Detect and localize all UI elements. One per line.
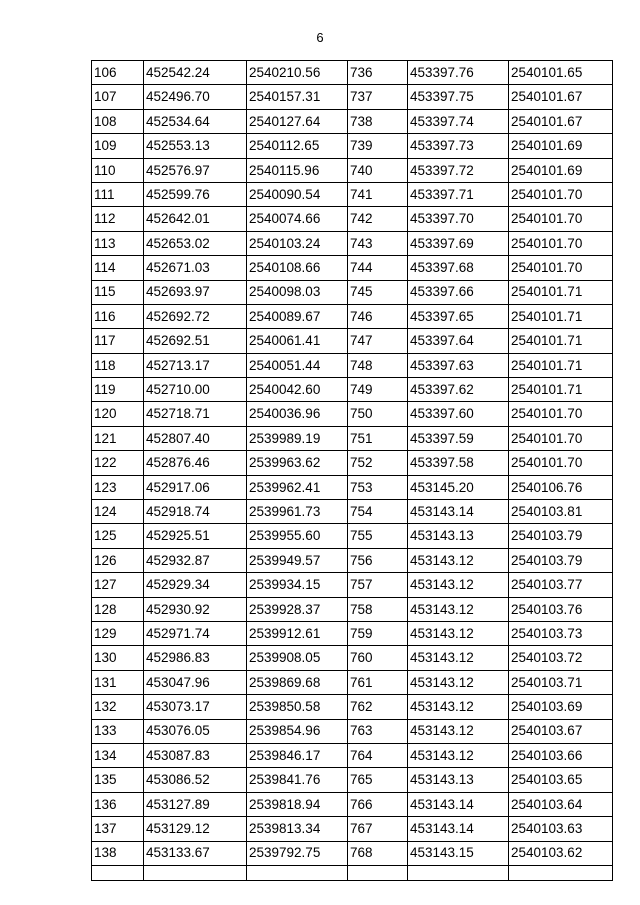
cell-y-coord-left: 2540090.54 [247, 182, 348, 206]
cell-y-coord-right: 2540101.70 [509, 207, 613, 231]
coordinate-table-body [92, 61, 613, 881]
cell-point-id-right: 746 [348, 304, 408, 328]
cell-y-coord-right: 2540103.62 [509, 841, 613, 865]
cell-y-coord-left: 2539963.62 [247, 451, 348, 475]
cell-point-id-right: 749 [348, 378, 408, 402]
cell-point-id-right: 768 [348, 841, 408, 865]
cell-point-id-left: 132 [92, 695, 144, 719]
cell-y-coord-left: 2539850.58 [247, 695, 348, 719]
cell-y-coord-left: 2540042.60 [247, 378, 348, 402]
cell-x-coord-left: 452971.74 [144, 621, 247, 645]
table-row [92, 182, 613, 206]
table-row-empty [92, 865, 613, 880]
cell-y-coord-right: 2540103.71 [509, 670, 613, 694]
cell-x-coord-left: 453127.89 [144, 792, 247, 816]
cell-y-coord-right: 2540103.66 [509, 743, 613, 767]
cell-y-coord-left: 2539818.94 [247, 792, 348, 816]
cell-x-coord-right: 453397.58 [408, 451, 509, 475]
cell-x-coord-right: 453397.63 [408, 353, 509, 377]
table-row [92, 597, 613, 621]
cell-point-id-left: 133 [92, 719, 144, 743]
cell-point-id-right: 757 [348, 573, 408, 597]
cell-y-coord-left: 2539792.75 [247, 841, 348, 865]
cell-x-coord-left: 452653.02 [144, 231, 247, 255]
cell-point-id-right: 756 [348, 548, 408, 572]
cell-x-coord-left: 453047.96 [144, 670, 247, 694]
cell-y-coord-left: 2539962.41 [247, 475, 348, 499]
cell-x-coord-right: 453143.14 [408, 817, 509, 841]
cell-y-coord-left: 2539846.17 [247, 743, 348, 767]
cell-y-coord-right: 2540103.79 [509, 548, 613, 572]
cell-y-coord-right: 2540101.70 [509, 231, 613, 255]
cell-point-id-right: 747 [348, 329, 408, 353]
cell-y-coord-left: 2539955.60 [247, 524, 348, 548]
table-row [92, 500, 613, 524]
cell-x-coord-right: 453397.68 [408, 256, 509, 280]
table-row [92, 524, 613, 548]
table-row [92, 475, 613, 499]
table-row [92, 817, 613, 841]
table-row [92, 134, 613, 158]
cell-y-coord-right: 2540103.76 [509, 597, 613, 621]
cell-x-coord-left: 452807.40 [144, 426, 247, 450]
cell-point-id-left: 113 [92, 231, 144, 255]
cell-x-coord-right: 453143.13 [408, 524, 509, 548]
cell-x-coord-right: 453143.15 [408, 841, 509, 865]
cell-y-coord-right: 2540101.71 [509, 378, 613, 402]
table-row [92, 231, 613, 255]
cell-point-id-left: 126 [92, 548, 144, 572]
coordinate-table [91, 60, 613, 881]
table-row [92, 158, 613, 182]
cell-x-coord-left: 453087.83 [144, 743, 247, 767]
cell-point-id-right: 752 [348, 451, 408, 475]
cell-x-coord-left: 452918.74 [144, 500, 247, 524]
table-row [92, 353, 613, 377]
cell-y-coord-left: 2540103.24 [247, 231, 348, 255]
cell-x-coord-left: 452986.83 [144, 646, 247, 670]
cell-point-id-left: 118 [92, 353, 144, 377]
cell-point-id-left: 128 [92, 597, 144, 621]
cell-point-id-left: 125 [92, 524, 144, 548]
table-row [92, 768, 613, 792]
cell-x-coord-left: 452713.17 [144, 353, 247, 377]
cell-point-id-right: 736 [348, 61, 408, 85]
cell-y-coord-left: 2539928.37 [247, 597, 348, 621]
cell-y-coord-left: 2539908.05 [247, 646, 348, 670]
cell-empty [348, 865, 408, 880]
cell-y-coord-right: 2540101.70 [509, 426, 613, 450]
cell-point-id-left: 134 [92, 743, 144, 767]
cell-y-coord-left: 2539869.68 [247, 670, 348, 694]
cell-point-id-left: 106 [92, 61, 144, 85]
cell-y-coord-left: 2540210.56 [247, 61, 348, 85]
cell-y-coord-left: 2539813.34 [247, 817, 348, 841]
cell-point-id-left: 121 [92, 426, 144, 450]
cell-x-coord-right: 453397.74 [408, 109, 509, 133]
cell-point-id-right: 748 [348, 353, 408, 377]
cell-point-id-left: 135 [92, 768, 144, 792]
cell-point-id-right: 745 [348, 280, 408, 304]
cell-y-coord-left: 2540089.67 [247, 304, 348, 328]
cell-y-coord-right: 2540101.69 [509, 134, 613, 158]
cell-point-id-left: 137 [92, 817, 144, 841]
cell-point-id-left: 129 [92, 621, 144, 645]
cell-y-coord-left: 2540036.96 [247, 402, 348, 426]
cell-point-id-right: 750 [348, 402, 408, 426]
cell-x-coord-left: 453076.05 [144, 719, 247, 743]
cell-x-coord-right: 453143.12 [408, 743, 509, 767]
table-row [92, 426, 613, 450]
cell-point-id-left: 112 [92, 207, 144, 231]
table-row [92, 402, 613, 426]
cell-x-coord-left: 452692.72 [144, 304, 247, 328]
cell-y-coord-left: 2540127.64 [247, 109, 348, 133]
cell-y-coord-right: 2540103.72 [509, 646, 613, 670]
table-row [92, 841, 613, 865]
cell-point-id-left: 130 [92, 646, 144, 670]
table-row [92, 329, 613, 353]
cell-y-coord-right: 2540101.70 [509, 451, 613, 475]
cell-y-coord-right: 2540101.70 [509, 182, 613, 206]
cell-point-id-left: 119 [92, 378, 144, 402]
cell-empty [247, 865, 348, 880]
cell-y-coord-left: 2539949.57 [247, 548, 348, 572]
table-row [92, 451, 613, 475]
cell-point-id-right: 755 [348, 524, 408, 548]
cell-point-id-right: 754 [348, 500, 408, 524]
cell-point-id-left: 114 [92, 256, 144, 280]
cell-x-coord-right: 453397.64 [408, 329, 509, 353]
cell-y-coord-right: 2540103.77 [509, 573, 613, 597]
cell-y-coord-right: 2540103.81 [509, 500, 613, 524]
cell-x-coord-right: 453397.73 [408, 134, 509, 158]
cell-point-id-right: 742 [348, 207, 408, 231]
cell-point-id-left: 111 [92, 182, 144, 206]
cell-point-id-right: 765 [348, 768, 408, 792]
cell-point-id-right: 738 [348, 109, 408, 133]
cell-y-coord-left: 2539989.19 [247, 426, 348, 450]
table-row [92, 792, 613, 816]
cell-x-coord-left: 452534.64 [144, 109, 247, 133]
cell-x-coord-left: 452642.01 [144, 207, 247, 231]
cell-y-coord-right: 2540101.67 [509, 85, 613, 109]
cell-point-id-right: 763 [348, 719, 408, 743]
cell-x-coord-right: 453145.20 [408, 475, 509, 499]
cell-point-id-right: 759 [348, 621, 408, 645]
cell-point-id-right: 743 [348, 231, 408, 255]
cell-x-coord-left: 452876.46 [144, 451, 247, 475]
cell-x-coord-right: 453143.14 [408, 500, 509, 524]
table-row [92, 85, 613, 109]
cell-y-coord-left: 2539912.61 [247, 621, 348, 645]
cell-x-coord-right: 453397.69 [408, 231, 509, 255]
cell-point-id-left: 124 [92, 500, 144, 524]
cell-point-id-left: 115 [92, 280, 144, 304]
cell-y-coord-right: 2540103.73 [509, 621, 613, 645]
cell-point-id-left: 127 [92, 573, 144, 597]
cell-x-coord-right: 453143.12 [408, 646, 509, 670]
cell-x-coord-right: 453397.76 [408, 61, 509, 85]
cell-x-coord-left: 453129.12 [144, 817, 247, 841]
cell-point-id-left: 122 [92, 451, 144, 475]
cell-empty [509, 865, 613, 880]
cell-x-coord-left: 453086.52 [144, 768, 247, 792]
cell-x-coord-left: 452599.76 [144, 182, 247, 206]
cell-x-coord-left: 452542.24 [144, 61, 247, 85]
cell-x-coord-left: 452718.71 [144, 402, 247, 426]
cell-x-coord-left: 452693.97 [144, 280, 247, 304]
cell-point-id-left: 123 [92, 475, 144, 499]
cell-empty [144, 865, 247, 880]
cell-empty [92, 865, 144, 880]
table-row [92, 743, 613, 767]
cell-y-coord-left: 2540157.31 [247, 85, 348, 109]
table-row [92, 61, 613, 85]
cell-x-coord-left: 452932.87 [144, 548, 247, 572]
cell-point-id-left: 131 [92, 670, 144, 694]
cell-point-id-right: 741 [348, 182, 408, 206]
cell-y-coord-left: 2539961.73 [247, 500, 348, 524]
cell-y-coord-right: 2540103.65 [509, 768, 613, 792]
table-row [92, 207, 613, 231]
page-number: 6 [316, 30, 324, 45]
cell-x-coord-right: 453143.12 [408, 597, 509, 621]
cell-y-coord-right: 2540101.71 [509, 329, 613, 353]
cell-x-coord-right: 453397.66 [408, 280, 509, 304]
cell-x-coord-right: 453397.72 [408, 158, 509, 182]
table-row [92, 280, 613, 304]
table-row [92, 695, 613, 719]
cell-y-coord-left: 2539841.76 [247, 768, 348, 792]
cell-y-coord-right: 2540101.70 [509, 256, 613, 280]
cell-point-id-right: 758 [348, 597, 408, 621]
cell-point-id-right: 760 [348, 646, 408, 670]
cell-point-id-left: 110 [92, 158, 144, 182]
cell-x-coord-right: 453143.12 [408, 719, 509, 743]
table-row [92, 109, 613, 133]
cell-empty [408, 865, 509, 880]
cell-x-coord-left: 453133.67 [144, 841, 247, 865]
cell-y-coord-left: 2540112.65 [247, 134, 348, 158]
cell-y-coord-left: 2540061.41 [247, 329, 348, 353]
cell-point-id-left: 120 [92, 402, 144, 426]
cell-x-coord-right: 453143.12 [408, 695, 509, 719]
cell-point-id-right: 737 [348, 85, 408, 109]
cell-x-coord-right: 453143.12 [408, 573, 509, 597]
cell-x-coord-left: 452710.00 [144, 378, 247, 402]
cell-point-id-right: 767 [348, 817, 408, 841]
cell-point-id-right: 740 [348, 158, 408, 182]
cell-x-coord-left: 452496.70 [144, 85, 247, 109]
cell-x-coord-left: 452929.34 [144, 573, 247, 597]
cell-x-coord-right: 453143.13 [408, 768, 509, 792]
cell-x-coord-left: 452917.06 [144, 475, 247, 499]
cell-point-id-right: 739 [348, 134, 408, 158]
cell-x-coord-right: 453397.75 [408, 85, 509, 109]
cell-point-id-right: 761 [348, 670, 408, 694]
cell-y-coord-right: 2540101.70 [509, 402, 613, 426]
cell-y-coord-right: 2540103.69 [509, 695, 613, 719]
table-row [92, 670, 613, 694]
cell-x-coord-right: 453397.60 [408, 402, 509, 426]
cell-y-coord-left: 2540108.66 [247, 256, 348, 280]
cell-point-id-left: 117 [92, 329, 144, 353]
cell-point-id-left: 116 [92, 304, 144, 328]
cell-x-coord-right: 453143.14 [408, 792, 509, 816]
cell-y-coord-left: 2540051.44 [247, 353, 348, 377]
cell-point-id-right: 753 [348, 475, 408, 499]
table-row [92, 304, 613, 328]
cell-point-id-left: 108 [92, 109, 144, 133]
cell-y-coord-right: 2540101.65 [509, 61, 613, 85]
cell-x-coord-left: 452671.03 [144, 256, 247, 280]
cell-y-coord-right: 2540101.71 [509, 304, 613, 328]
cell-x-coord-right: 453143.12 [408, 670, 509, 694]
cell-y-coord-right: 2540106.76 [509, 475, 613, 499]
cell-y-coord-right: 2540101.67 [509, 109, 613, 133]
table-row [92, 573, 613, 597]
cell-y-coord-left: 2540098.03 [247, 280, 348, 304]
table-row [92, 378, 613, 402]
cell-x-coord-left: 452692.51 [144, 329, 247, 353]
cell-point-id-right: 762 [348, 695, 408, 719]
cell-y-coord-left: 2539854.96 [247, 719, 348, 743]
cell-point-id-left: 136 [92, 792, 144, 816]
cell-point-id-left: 138 [92, 841, 144, 865]
cell-x-coord-left: 452553.13 [144, 134, 247, 158]
cell-y-coord-right: 2540101.69 [509, 158, 613, 182]
cell-x-coord-right: 453397.59 [408, 426, 509, 450]
cell-point-id-right: 751 [348, 426, 408, 450]
cell-y-coord-right: 2540103.79 [509, 524, 613, 548]
cell-x-coord-right: 453397.70 [408, 207, 509, 231]
cell-x-coord-left: 453073.17 [144, 695, 247, 719]
cell-x-coord-right: 453143.12 [408, 621, 509, 645]
cell-x-coord-right: 453397.62 [408, 378, 509, 402]
cell-y-coord-right: 2540101.71 [509, 280, 613, 304]
table-row [92, 719, 613, 743]
table-row [92, 621, 613, 645]
cell-x-coord-right: 453143.12 [408, 548, 509, 572]
table-row [92, 256, 613, 280]
cell-y-coord-right: 2540103.64 [509, 792, 613, 816]
cell-y-coord-left: 2540115.96 [247, 158, 348, 182]
cell-y-coord-left: 2539934.15 [247, 573, 348, 597]
cell-y-coord-left: 2540074.66 [247, 207, 348, 231]
cell-x-coord-right: 453397.65 [408, 304, 509, 328]
cell-point-id-left: 109 [92, 134, 144, 158]
table-row [92, 646, 613, 670]
cell-y-coord-right: 2540101.71 [509, 353, 613, 377]
cell-point-id-left: 107 [92, 85, 144, 109]
cell-point-id-right: 744 [348, 256, 408, 280]
cell-x-coord-right: 453397.71 [408, 182, 509, 206]
cell-x-coord-left: 452925.51 [144, 524, 247, 548]
cell-y-coord-right: 2540103.67 [509, 719, 613, 743]
cell-x-coord-left: 452930.92 [144, 597, 247, 621]
cell-y-coord-right: 2540103.63 [509, 817, 613, 841]
cell-point-id-right: 766 [348, 792, 408, 816]
cell-x-coord-left: 452576.97 [144, 158, 247, 182]
cell-point-id-right: 764 [348, 743, 408, 767]
table-row [92, 548, 613, 572]
